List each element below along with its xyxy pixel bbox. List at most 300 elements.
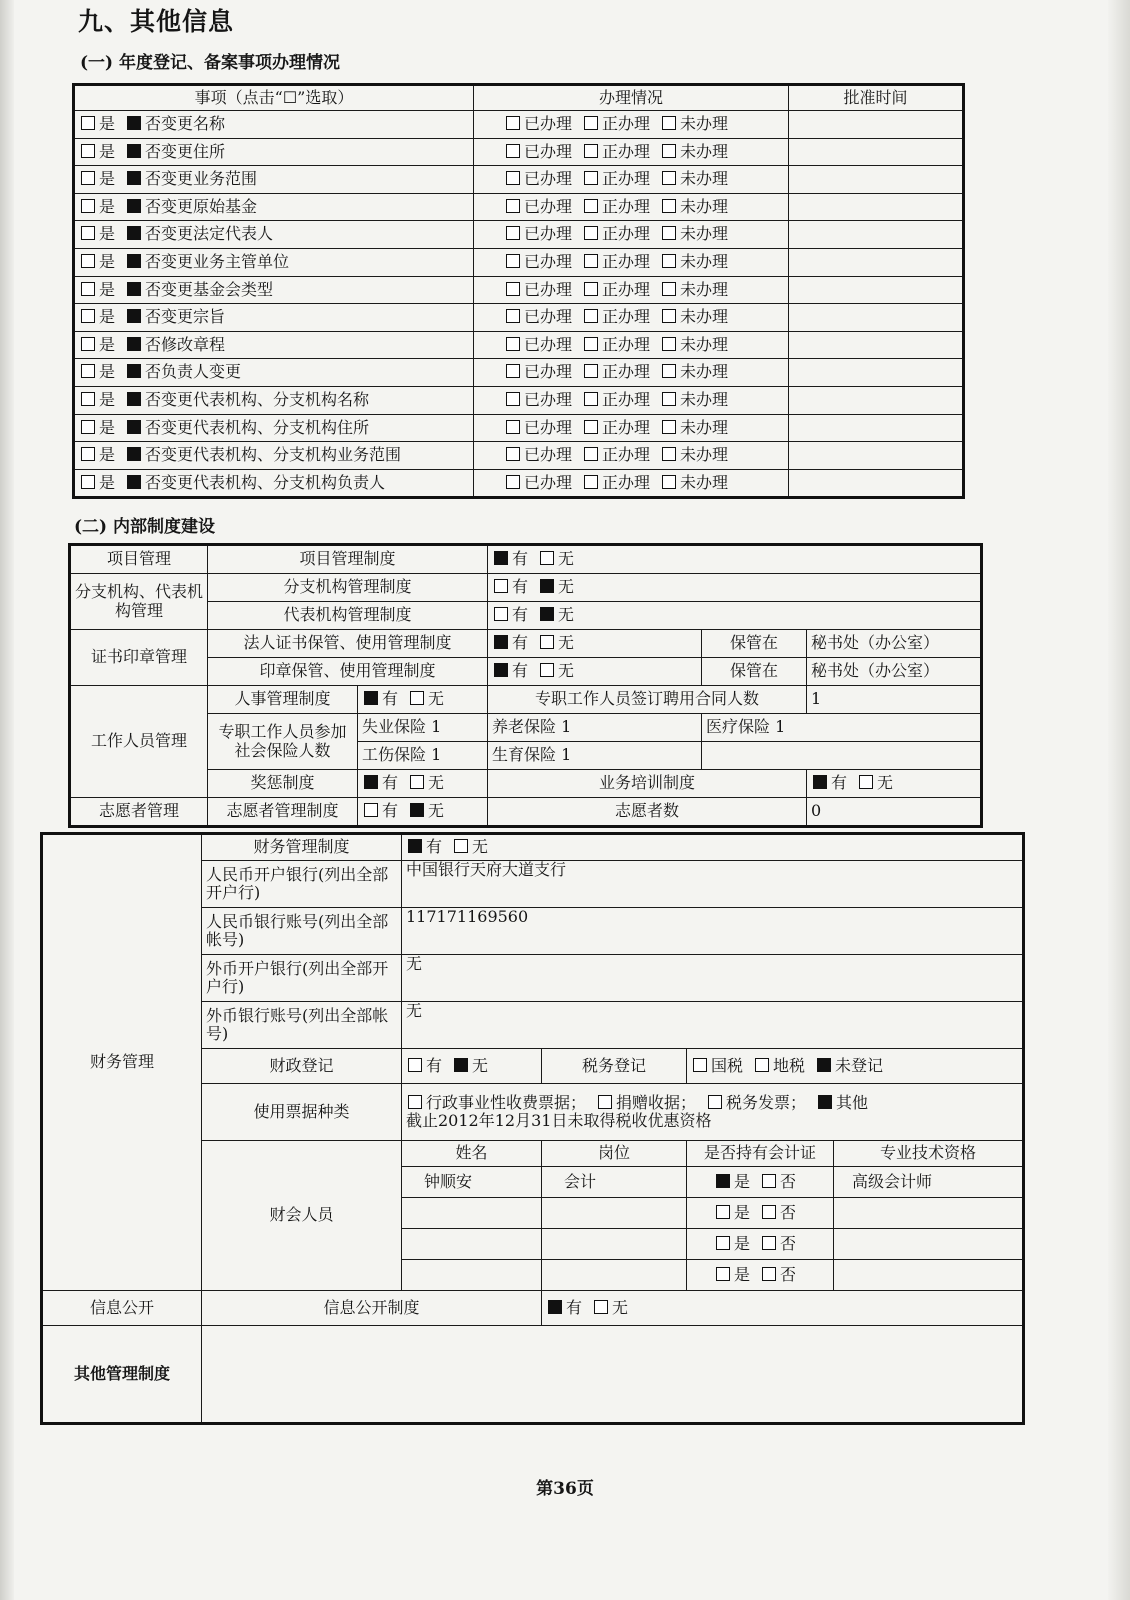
checkbox-checked-icon[interactable] <box>127 144 141 158</box>
checkbox-checked-icon[interactable] <box>127 392 141 406</box>
checkbox-checked-icon[interactable] <box>410 803 424 817</box>
checkbox-empty-icon[interactable] <box>662 116 676 130</box>
none-option[interactable] <box>538 549 574 568</box>
have-option[interactable] <box>492 549 528 568</box>
accounting-staff-post: 会计 <box>542 1167 687 1198</box>
checkbox-checked-icon[interactable] <box>127 420 141 434</box>
annual-status-cell <box>474 166 789 194</box>
yes-option[interactable] <box>79 418 115 437</box>
cert-yes-option[interactable] <box>714 1172 750 1191</box>
checkbox-empty-icon[interactable] <box>81 144 95 158</box>
no-option[interactable] <box>125 335 225 354</box>
checkbox-checked-icon[interactable] <box>540 607 554 621</box>
checkbox-checked-icon[interactable] <box>494 663 508 677</box>
checkbox-empty-icon[interactable] <box>81 199 95 213</box>
checkbox-empty-icon[interactable] <box>584 337 598 351</box>
medical-value: 1 <box>775 717 786 737</box>
category-staff: 工作人员管理 <box>70 686 208 798</box>
no-option[interactable] <box>125 114 225 133</box>
checkbox-empty-icon[interactable] <box>708 1095 722 1109</box>
project-policy-choice <box>488 545 982 574</box>
status-option[interactable] <box>660 390 728 409</box>
checkbox-empty-icon[interactable] <box>762 1205 776 1219</box>
checkbox-empty-icon[interactable] <box>506 337 520 351</box>
annual-item-label: 变更代表机构、分支机构业务范围 <box>161 445 402 465</box>
checkbox-checked-icon[interactable] <box>818 1095 832 1109</box>
checkbox-empty-icon[interactable] <box>540 635 554 649</box>
fx-bank-label: 外币开户银行(列出全部开户行) <box>202 955 402 1002</box>
checkbox-empty-icon[interactable] <box>364 803 378 817</box>
volunteer-policy-choice <box>358 798 488 827</box>
status-option[interactable] <box>504 114 572 133</box>
checkbox-empty-icon[interactable] <box>859 775 873 789</box>
checkbox-empty-icon[interactable] <box>755 1058 769 1072</box>
checkbox-empty-icon[interactable] <box>662 144 676 158</box>
checkbox-empty-icon[interactable] <box>762 1267 776 1281</box>
yes-option[interactable] <box>79 335 115 354</box>
status-option[interactable] <box>582 224 650 243</box>
annual-filing-row <box>74 414 964 442</box>
checkbox-empty-icon[interactable] <box>584 199 598 213</box>
option-label: 正办理 <box>602 390 651 410</box>
cert-yes-option[interactable] <box>714 1203 750 1222</box>
checkbox-empty-icon[interactable] <box>408 1058 422 1072</box>
insurance-injury <box>358 742 488 770</box>
checkbox-empty-icon[interactable] <box>693 1058 707 1072</box>
annual-item-label: 变更基金会类型 <box>161 279 274 299</box>
status-option[interactable] <box>504 197 572 216</box>
no-option[interactable] <box>125 362 241 381</box>
status-option[interactable] <box>582 307 650 326</box>
status-option[interactable] <box>660 473 728 492</box>
status-option[interactable] <box>660 418 728 437</box>
none-option[interactable] <box>408 801 444 820</box>
status-option[interactable] <box>582 418 650 437</box>
checkbox-checked-icon[interactable] <box>364 775 378 789</box>
have-option[interactable] <box>492 633 528 652</box>
annual-item-cell <box>74 331 474 359</box>
option-label: 是 <box>99 114 116 134</box>
checkbox-empty-icon[interactable] <box>81 447 95 461</box>
status-option[interactable] <box>504 224 572 243</box>
yes-option[interactable] <box>79 445 115 464</box>
yes-option[interactable] <box>79 114 115 133</box>
status-option[interactable] <box>504 252 572 271</box>
accounting-cert-choice <box>687 1167 834 1198</box>
checkbox-empty-icon[interactable] <box>494 579 508 593</box>
have-option[interactable] <box>362 689 398 708</box>
checkbox-empty-icon[interactable] <box>81 116 95 130</box>
checkbox-empty-icon[interactable] <box>81 364 95 378</box>
accounting-staff-name <box>402 1198 542 1229</box>
none-option[interactable] <box>857 773 893 792</box>
internal-policy-title: (二) 内部制度建设 <box>74 517 216 537</box>
checkbox-empty-icon[interactable] <box>716 1236 730 1250</box>
none-option[interactable] <box>452 837 488 856</box>
option-label: 未办理 <box>680 224 729 244</box>
annual-approval-time <box>789 359 964 387</box>
no-option[interactable] <box>125 197 257 216</box>
status-option[interactable] <box>660 445 728 464</box>
annual-item-cell <box>74 111 474 139</box>
no-option[interactable] <box>125 142 225 161</box>
option-label: 已办理 <box>524 252 573 272</box>
checkbox-empty-icon[interactable] <box>584 116 598 130</box>
no-option[interactable] <box>125 307 225 326</box>
branch-policy-row <box>70 574 982 602</box>
status-option[interactable] <box>504 335 572 354</box>
checkbox-empty-icon[interactable] <box>716 1267 730 1281</box>
have-option[interactable] <box>362 773 398 792</box>
checkbox-checked-icon[interactable] <box>127 337 141 351</box>
checkbox-empty-icon[interactable] <box>584 171 598 185</box>
checkbox-empty-icon[interactable] <box>506 116 520 130</box>
have-option[interactable] <box>492 605 528 624</box>
cert-no-option[interactable] <box>760 1234 796 1253</box>
checkbox-empty-icon[interactable] <box>584 226 598 240</box>
no-option[interactable] <box>125 473 385 492</box>
checkbox-empty-icon[interactable] <box>81 392 95 406</box>
have-option[interactable] <box>492 577 528 596</box>
tax-option[interactable] <box>753 1056 805 1075</box>
no-option[interactable] <box>125 445 401 464</box>
fiscal-registration-choice <box>402 1049 542 1084</box>
checkbox-empty-icon[interactable] <box>716 1205 730 1219</box>
fx-account-label: 外币银行账号(列出全部帐号) <box>202 1002 402 1049</box>
option-label: 正办理 <box>602 114 651 134</box>
checkbox-checked-icon[interactable] <box>127 364 141 378</box>
none-option[interactable] <box>452 1056 488 1075</box>
status-option[interactable] <box>660 114 728 133</box>
none-option[interactable] <box>592 1298 628 1317</box>
category-finance: 财务管理 <box>42 834 202 1291</box>
training-policy-choice <box>807 770 982 798</box>
status-option[interactable] <box>582 280 650 299</box>
checkbox-empty-icon[interactable] <box>762 1236 776 1250</box>
category-volunteer: 志愿者管理 <box>70 798 208 827</box>
yes-option[interactable] <box>79 362 115 381</box>
checkbox-checked-icon[interactable] <box>127 309 141 323</box>
status-option[interactable] <box>504 169 572 188</box>
column-header-status: 办理情况 <box>474 85 789 111</box>
annual-status-cell <box>474 276 789 304</box>
checkbox-checked-icon[interactable] <box>127 171 141 185</box>
status-option[interactable] <box>504 142 572 161</box>
checkbox-empty-icon[interactable] <box>662 337 676 351</box>
no-option[interactable] <box>125 224 273 243</box>
annual-filing-row <box>74 248 964 276</box>
checkbox-empty-icon[interactable] <box>540 551 554 565</box>
status-option[interactable] <box>582 473 650 492</box>
status-option[interactable] <box>582 445 650 464</box>
yes-option[interactable] <box>79 252 115 271</box>
checkbox-empty-icon[interactable] <box>584 392 598 406</box>
option-label: 是 <box>99 390 116 410</box>
have-option[interactable] <box>546 1298 582 1317</box>
option-label: 否 <box>780 1233 797 1253</box>
checkbox-checked-icon[interactable] <box>127 226 141 240</box>
accounting-staff-post <box>542 1260 687 1291</box>
bill-option[interactable] <box>816 1093 868 1112</box>
annual-approval-time <box>789 138 964 166</box>
yes-option[interactable] <box>79 197 115 216</box>
no-option[interactable] <box>125 169 257 188</box>
status-option[interactable] <box>660 169 728 188</box>
status-option[interactable] <box>660 362 728 381</box>
option-label: 是 <box>99 334 116 354</box>
page-binding-edge <box>0 0 14 1600</box>
option-label: 已办理 <box>524 390 573 410</box>
status-option[interactable] <box>504 445 572 464</box>
finance-policy-choice <box>402 834 1024 861</box>
checkbox-empty-icon[interactable] <box>584 254 598 268</box>
checkbox-checked-icon[interactable] <box>127 254 141 268</box>
checkbox-checked-icon[interactable] <box>127 475 141 489</box>
option-label: 未办理 <box>680 417 729 437</box>
option-label: 已办理 <box>524 307 573 327</box>
maternity-label: 生育保险 <box>492 745 557 765</box>
checkbox-empty-icon[interactable] <box>584 364 598 378</box>
checkbox-empty-icon[interactable] <box>662 226 676 240</box>
checkbox-empty-icon[interactable] <box>81 420 95 434</box>
checkbox-empty-icon[interactable] <box>454 839 468 853</box>
checkbox-empty-icon[interactable] <box>81 171 95 185</box>
yes-option[interactable] <box>79 169 115 188</box>
volunteer-count-label: 志愿者数 <box>488 798 807 827</box>
bill-type-options <box>406 1094 1018 1112</box>
yes-option[interactable] <box>79 224 115 243</box>
checkbox-empty-icon[interactable] <box>410 691 424 705</box>
status-option[interactable] <box>660 335 728 354</box>
checkbox-empty-icon[interactable] <box>81 254 95 268</box>
checkbox-checked-icon[interactable] <box>494 635 508 649</box>
checkbox-empty-icon[interactable] <box>506 282 520 296</box>
status-option[interactable] <box>504 390 572 409</box>
annual-approval-time <box>789 166 964 194</box>
yes-option[interactable] <box>79 307 115 326</box>
have-option[interactable] <box>811 773 847 792</box>
checkbox-checked-icon[interactable] <box>127 282 141 296</box>
checkbox-checked-icon[interactable] <box>364 691 378 705</box>
checkbox-empty-icon[interactable] <box>81 309 95 323</box>
none-option[interactable] <box>538 661 574 680</box>
checkbox-empty-icon[interactable] <box>540 663 554 677</box>
no-option[interactable] <box>125 390 369 409</box>
category-branch: 分支机构、代表机构管理 <box>70 574 208 630</box>
annual-status-cell <box>474 221 789 249</box>
none-option[interactable] <box>538 605 574 624</box>
have-option[interactable] <box>362 801 398 820</box>
status-option[interactable] <box>582 169 650 188</box>
annual-status-cell <box>474 193 789 221</box>
checkbox-empty-icon[interactable] <box>494 607 508 621</box>
option-label: 无 <box>612 1297 629 1317</box>
option-label: 其他 <box>836 1092 869 1112</box>
none-option[interactable] <box>538 577 574 596</box>
status-option[interactable] <box>660 142 728 161</box>
checkbox-checked-icon[interactable] <box>494 551 508 565</box>
checkbox-empty-icon[interactable] <box>662 447 676 461</box>
none-option[interactable] <box>408 689 444 708</box>
checkbox-empty-icon[interactable] <box>506 392 520 406</box>
checkbox-empty-icon[interactable] <box>662 392 676 406</box>
have-option[interactable] <box>492 661 528 680</box>
checkbox-empty-icon[interactable] <box>584 447 598 461</box>
option-label: 否 <box>780 1264 797 1284</box>
have-option[interactable] <box>406 837 442 856</box>
checkbox-empty-icon[interactable] <box>662 254 676 268</box>
status-option[interactable] <box>582 114 650 133</box>
checkbox-checked-icon[interactable] <box>540 579 554 593</box>
checkbox-empty-icon[interactable] <box>81 226 95 240</box>
checkbox-empty-icon[interactable] <box>506 254 520 268</box>
option-label: 否 <box>145 224 162 244</box>
status-option[interactable] <box>582 142 650 161</box>
option-label: 正办理 <box>602 169 651 189</box>
option-label: 有 <box>382 773 399 793</box>
checkbox-empty-icon[interactable] <box>762 1174 776 1188</box>
checkbox-empty-icon[interactable] <box>584 282 598 296</box>
bill-option[interactable] <box>406 1093 586 1112</box>
checkbox-empty-icon[interactable] <box>662 309 676 323</box>
checkbox-empty-icon[interactable] <box>506 309 520 323</box>
option-label: 无 <box>877 773 894 793</box>
checkbox-empty-icon[interactable] <box>81 475 95 489</box>
status-option[interactable] <box>504 280 572 299</box>
checkbox-empty-icon[interactable] <box>410 775 424 789</box>
yes-option[interactable] <box>79 473 115 492</box>
status-option[interactable] <box>660 197 728 216</box>
cert-no-option[interactable] <box>760 1203 796 1222</box>
no-option[interactable] <box>125 252 289 271</box>
option-label: 国税 <box>711 1055 744 1075</box>
checkbox-empty-icon[interactable] <box>408 1095 422 1109</box>
option-label: 是 <box>733 1171 750 1191</box>
cert-yes-option[interactable] <box>714 1265 750 1284</box>
status-option[interactable] <box>582 335 650 354</box>
none-option[interactable] <box>538 633 574 652</box>
checkbox-empty-icon[interactable] <box>506 364 520 378</box>
checkbox-empty-icon[interactable] <box>662 475 676 489</box>
status-option[interactable] <box>504 307 572 326</box>
checkbox-empty-icon[interactable] <box>662 364 676 378</box>
checkbox-empty-icon[interactable] <box>662 171 676 185</box>
option-label: 已办理 <box>524 141 573 161</box>
status-option[interactable] <box>582 390 650 409</box>
annual-status-cell <box>474 469 789 498</box>
option-label: 是 <box>733 1264 750 1284</box>
option-label: 正办理 <box>602 445 651 465</box>
option-label: 已办理 <box>524 362 573 382</box>
accounting-header-cert: 是否持有会计证 <box>687 1141 834 1167</box>
checkbox-empty-icon[interactable] <box>81 337 95 351</box>
status-option[interactable] <box>660 224 728 243</box>
option-label: 已办理 <box>524 224 573 244</box>
status-option[interactable] <box>504 473 572 492</box>
annual-filing-row <box>74 276 964 304</box>
status-option[interactable] <box>582 252 650 271</box>
tax-option[interactable] <box>691 1056 743 1075</box>
checkbox-checked-icon[interactable] <box>454 1058 468 1072</box>
checkbox-empty-icon[interactable] <box>506 144 520 158</box>
bill-option[interactable] <box>706 1093 806 1112</box>
checkbox-empty-icon[interactable] <box>584 475 598 489</box>
tax-option[interactable] <box>815 1056 883 1075</box>
checkbox-empty-icon[interactable] <box>662 420 676 434</box>
yes-option[interactable] <box>79 390 115 409</box>
checkbox-empty-icon[interactable] <box>506 475 520 489</box>
yes-option[interactable] <box>79 142 115 161</box>
checkbox-empty-icon[interactable] <box>506 199 520 213</box>
annual-item-cell <box>74 221 474 249</box>
annual-status-cell <box>474 414 789 442</box>
no-option[interactable] <box>125 280 273 299</box>
status-option[interactable] <box>504 418 572 437</box>
checkbox-checked-icon[interactable] <box>716 1174 730 1188</box>
none-option[interactable] <box>408 773 444 792</box>
option-label: 无 <box>472 1055 489 1075</box>
annual-filing-row <box>74 359 964 387</box>
seal-policy-label: 印章保管、使用管理制度 <box>208 658 488 686</box>
annual-item-label: 变更业务范围 <box>161 169 258 189</box>
status-option[interactable] <box>660 280 728 299</box>
checkbox-empty-icon[interactable] <box>662 282 676 296</box>
checkbox-empty-icon[interactable] <box>598 1095 612 1109</box>
cert-no-option[interactable] <box>760 1265 796 1284</box>
checkbox-checked-icon[interactable] <box>408 839 422 853</box>
reward-policy-choice <box>358 770 488 798</box>
checkbox-empty-icon[interactable] <box>662 199 676 213</box>
checkbox-empty-icon[interactable] <box>584 420 598 434</box>
checkbox-checked-icon[interactable] <box>813 775 827 789</box>
checkbox-checked-icon[interactable] <box>548 1300 562 1314</box>
hr-policy-row <box>70 686 982 714</box>
seal-policy-choice <box>488 658 702 686</box>
option-label: 未办理 <box>680 196 729 216</box>
status-option[interactable] <box>660 252 728 271</box>
checkbox-empty-icon[interactable] <box>506 420 520 434</box>
cert-yes-option[interactable] <box>714 1234 750 1253</box>
status-option[interactable] <box>582 197 650 216</box>
status-option[interactable] <box>660 307 728 326</box>
have-option[interactable] <box>406 1056 442 1075</box>
accounting-staff-title <box>834 1198 1024 1229</box>
checkbox-empty-icon[interactable] <box>506 447 520 461</box>
checkbox-checked-icon[interactable] <box>127 199 141 213</box>
checkbox-checked-icon[interactable] <box>817 1058 831 1072</box>
status-option[interactable] <box>504 362 572 381</box>
no-option[interactable] <box>125 418 369 437</box>
checkbox-empty-icon[interactable] <box>584 309 598 323</box>
rmb-bank-value: 中国银行天府大道支行 <box>402 861 1024 908</box>
yes-option[interactable] <box>79 280 115 299</box>
checkbox-empty-icon[interactable] <box>506 226 520 240</box>
cert-no-option[interactable] <box>760 1172 796 1191</box>
checkbox-empty-icon[interactable] <box>594 1300 608 1314</box>
checkbox-checked-icon[interactable] <box>127 447 141 461</box>
checkbox-empty-icon[interactable] <box>506 171 520 185</box>
category-disclosure: 信息公开 <box>42 1291 202 1326</box>
bill-option[interactable] <box>596 1093 696 1112</box>
checkbox-empty-icon[interactable] <box>81 282 95 296</box>
option-label: 是 <box>99 445 116 465</box>
option-label: 否 <box>780 1171 797 1191</box>
checkbox-checked-icon[interactable] <box>127 116 141 130</box>
annual-filing-row <box>74 138 964 166</box>
checkbox-empty-icon[interactable] <box>584 144 598 158</box>
seal-keeper-label: 保管在 <box>702 658 807 686</box>
status-option[interactable] <box>582 362 650 381</box>
